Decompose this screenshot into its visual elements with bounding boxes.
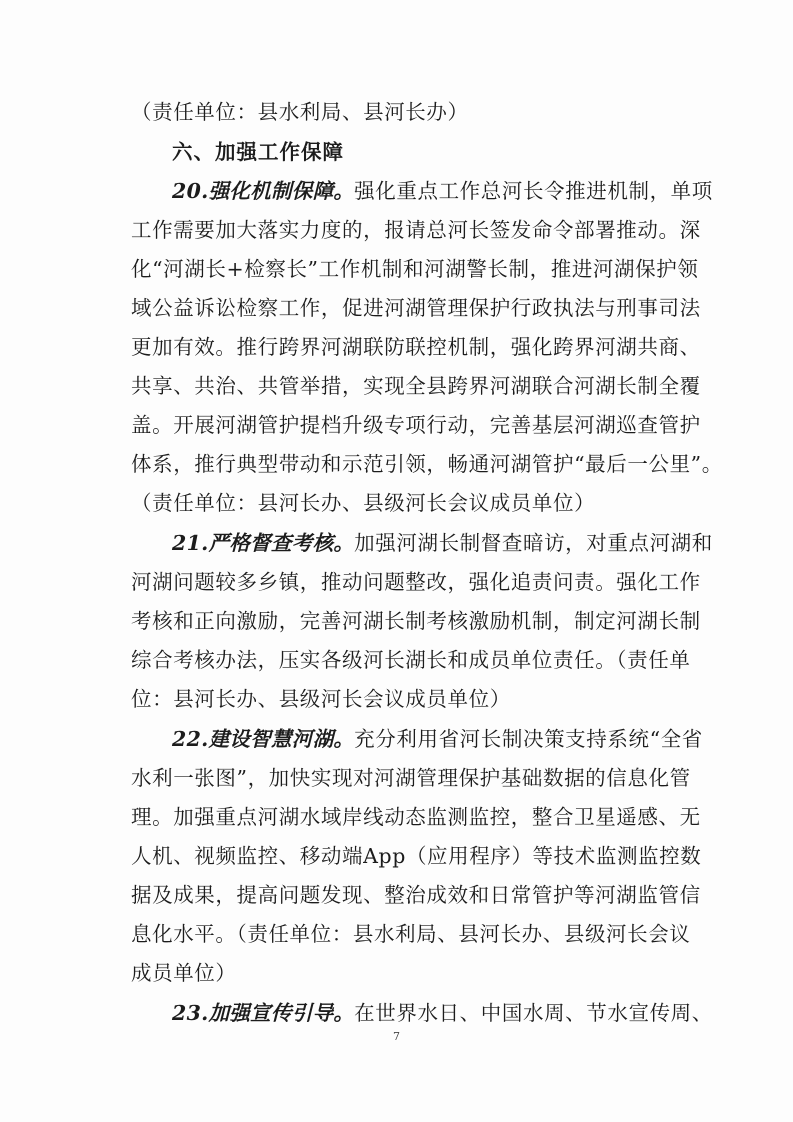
text-line: 息化水平。（责任单位：县水利局、县河长办、县级河长会议	[131, 922, 691, 946]
text-line: 综合考核办法，压实各级河长湖长和成员单位责任。（责任单	[131, 648, 691, 672]
text-line: 据及成果，提高问题发现、整治成效和日常管护等河湖监管信	[131, 883, 701, 907]
text-line: 理。加强重点河湖水域岸线动态监测监控，整合卫星遥感、无	[131, 805, 701, 829]
item-title: 23.加强宣传引导。	[172, 1001, 355, 1025]
paragraph-first-line: 20.强化机制保障。强化重点工作总河长令推进机制，单项	[172, 179, 713, 203]
paragraph-first-line: 22.建设智慧河湖。充分利用省河长制决策支持系统“全省	[172, 727, 703, 751]
text-line: 水利一张图”，加快实现对河湖管理保护基础数据的信息化管	[131, 766, 691, 790]
paragraph-first-line: 23.加强宣传引导。在世界水日、中国水周、节水宣传周、	[172, 1001, 713, 1025]
text-line: 考核和正向激励，完善河湖长制考核激励机制，制定河湖长制	[131, 609, 701, 633]
item-title: 20.强化机制保障。	[172, 179, 355, 203]
text-line: （责任单位：县水利局、县河长办）	[131, 100, 469, 124]
paragraph-first-line: 21.严格督查考核。加强河湖长制督查暗访，对重点河湖和	[172, 531, 713, 555]
text-line: 位：县河长办、县级河长会议成员单位）	[131, 687, 511, 711]
text-line: 成员单位）	[131, 961, 237, 985]
text-line: 人机、视频监控、移动端App（应用程序）等技术监测监控数	[131, 844, 702, 868]
section-heading: 六、加强工作保障	[172, 140, 344, 164]
text-line: 河湖问题较多乡镇，推动问题整改，强化追责问责。强化工作	[131, 570, 701, 594]
item-title: 21.严格督查考核。	[172, 531, 355, 555]
text-line: 工作需要加大落实力度的，报请总河长签发命令部署推动。深	[131, 218, 701, 242]
text-line: 域公益诉讼检察工作，促进河湖管理保护行政执法与刑事司法	[131, 296, 701, 320]
text-line: 体系，推行典型带动和示范引领，畅通河湖管护“最后一公里”。	[131, 452, 723, 476]
text-line: 盖。开展河湖管护提档升级专项行动，完善基层河湖巡查管护	[131, 413, 701, 437]
text-line: 更加有效。推行跨界河湖联防联控机制，强化跨界河湖共商、	[131, 335, 701, 359]
text-line: （责任单位：县河长办、县级河长会议成员单位）	[131, 491, 596, 515]
text-line: 化“河湖长+检察长”工作机制和河湖警长制，推进河湖保护领	[131, 257, 699, 281]
item-title: 22.建设智慧河湖。	[172, 727, 355, 751]
page-number: 7	[393, 1030, 400, 1043]
text-line: 共享、共治、共管举措，实现全县跨界河湖联合河湖长制全覆	[131, 374, 701, 398]
